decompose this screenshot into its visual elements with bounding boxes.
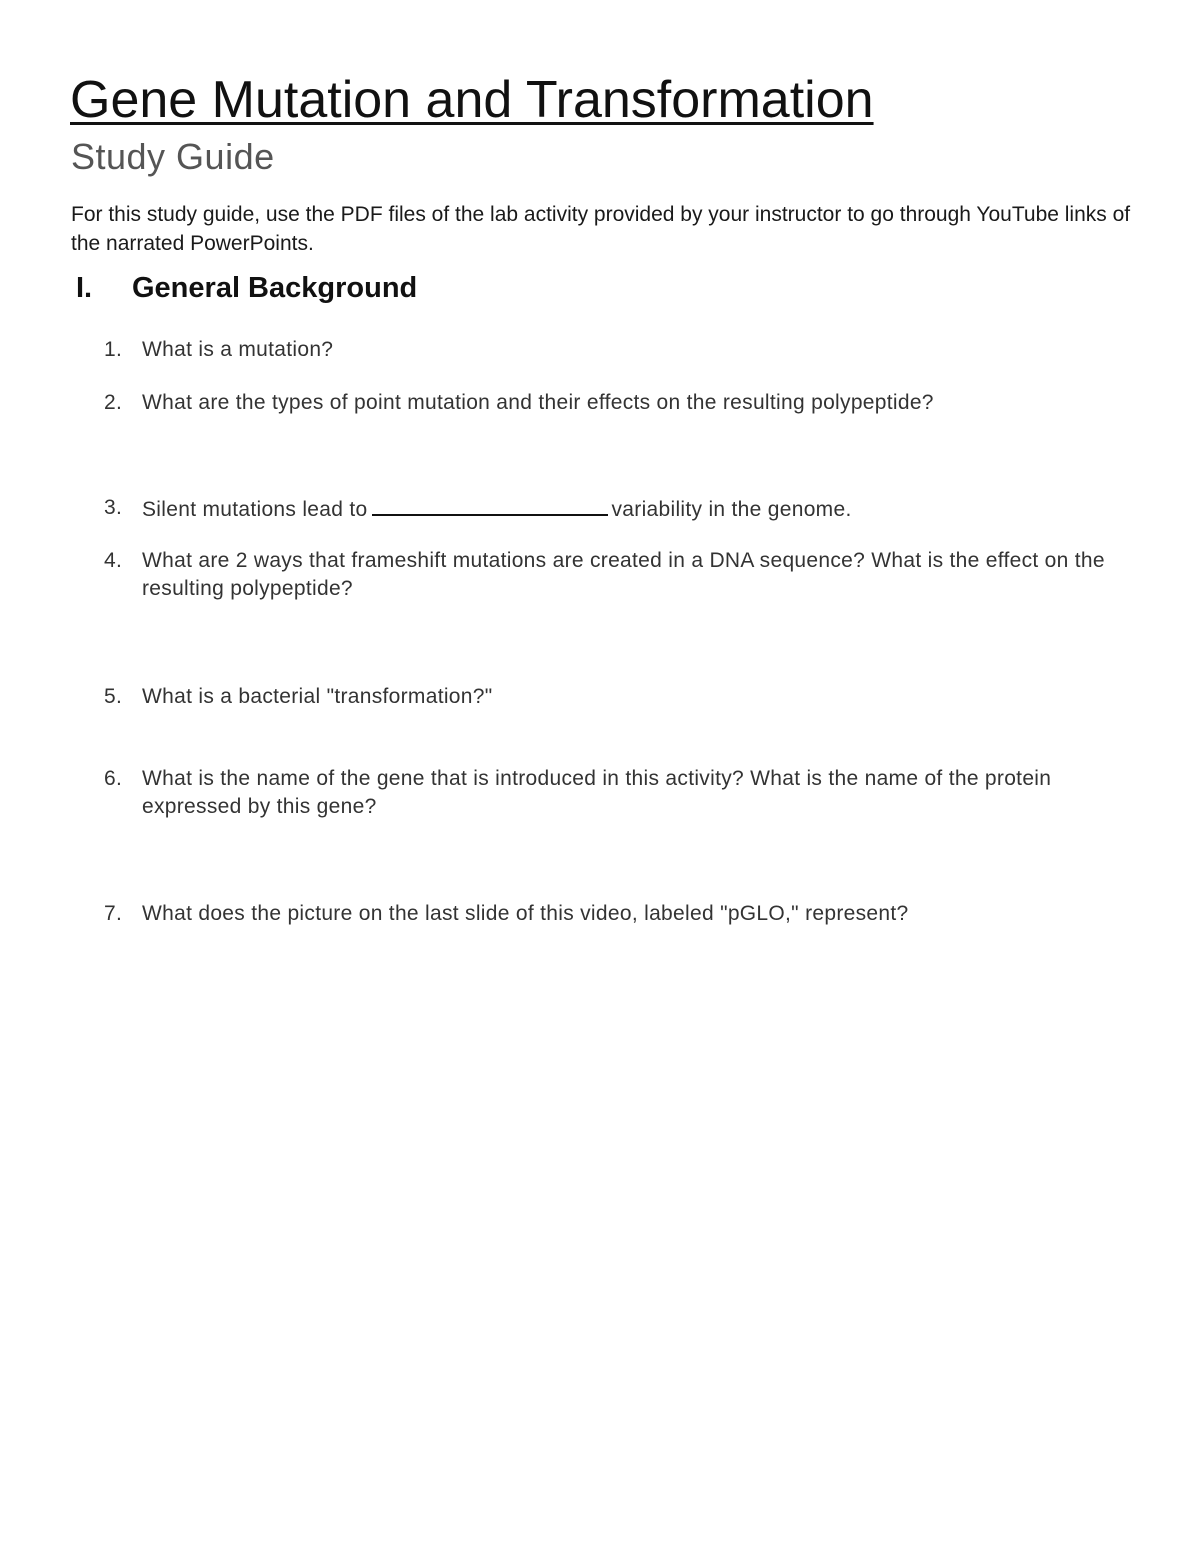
- question-text-after-blank: variability in the genome.: [611, 498, 852, 521]
- question-number: 2.: [104, 391, 123, 414]
- question-number: 4.: [104, 549, 123, 572]
- fill-in-blank[interactable]: [372, 494, 608, 516]
- question-number: 3.: [104, 496, 123, 519]
- section-numeral: I.: [76, 272, 93, 304]
- question-item: [104, 900, 1124, 928]
- question-number: 5.: [104, 685, 123, 708]
- question-item: [104, 683, 1124, 711]
- question-text: What are the types of point mutation and their effects on the resulting polypeptide?: [142, 391, 934, 414]
- question-item: [104, 336, 1124, 364]
- question-text: What are 2 ways that frameshift mutations are created in a DNA sequence? What is the effect on the resulting polypeptide?: [142, 549, 1105, 600]
- question-number: 1.: [104, 338, 123, 361]
- question-item: [104, 494, 1124, 524]
- question-text: What is a bacterial "transformation?": [142, 685, 493, 708]
- section-title: General Background: [132, 272, 418, 304]
- question-item: [104, 547, 1124, 603]
- question-item: [104, 389, 1124, 417]
- document-subtitle: Study Guide: [71, 136, 275, 177]
- question-text: [142, 494, 1124, 524]
- question-text: What is a mutation?: [142, 338, 334, 361]
- question-number: 6.: [104, 767, 123, 790]
- question-item: [104, 765, 1124, 821]
- question-number: 7.: [104, 902, 123, 925]
- question-text-before-blank: Silent mutations lead to: [142, 498, 368, 521]
- section-heading: [76, 272, 417, 305]
- document-title: Gene Mutation and Transformation: [70, 71, 874, 129]
- question-text: What is the name of the gene that is introduced in this activity? What is the name of the protein expressed by this gene?: [142, 767, 1052, 818]
- intro-paragraph: For this study guide, use the PDF files of the lab activity provided by your instructor to go through YouTube links of the narrated PowerPoints.: [71, 203, 1131, 255]
- question-text: What does the picture on the last slide of this video, labeled "pGLO," represent?: [142, 902, 909, 925]
